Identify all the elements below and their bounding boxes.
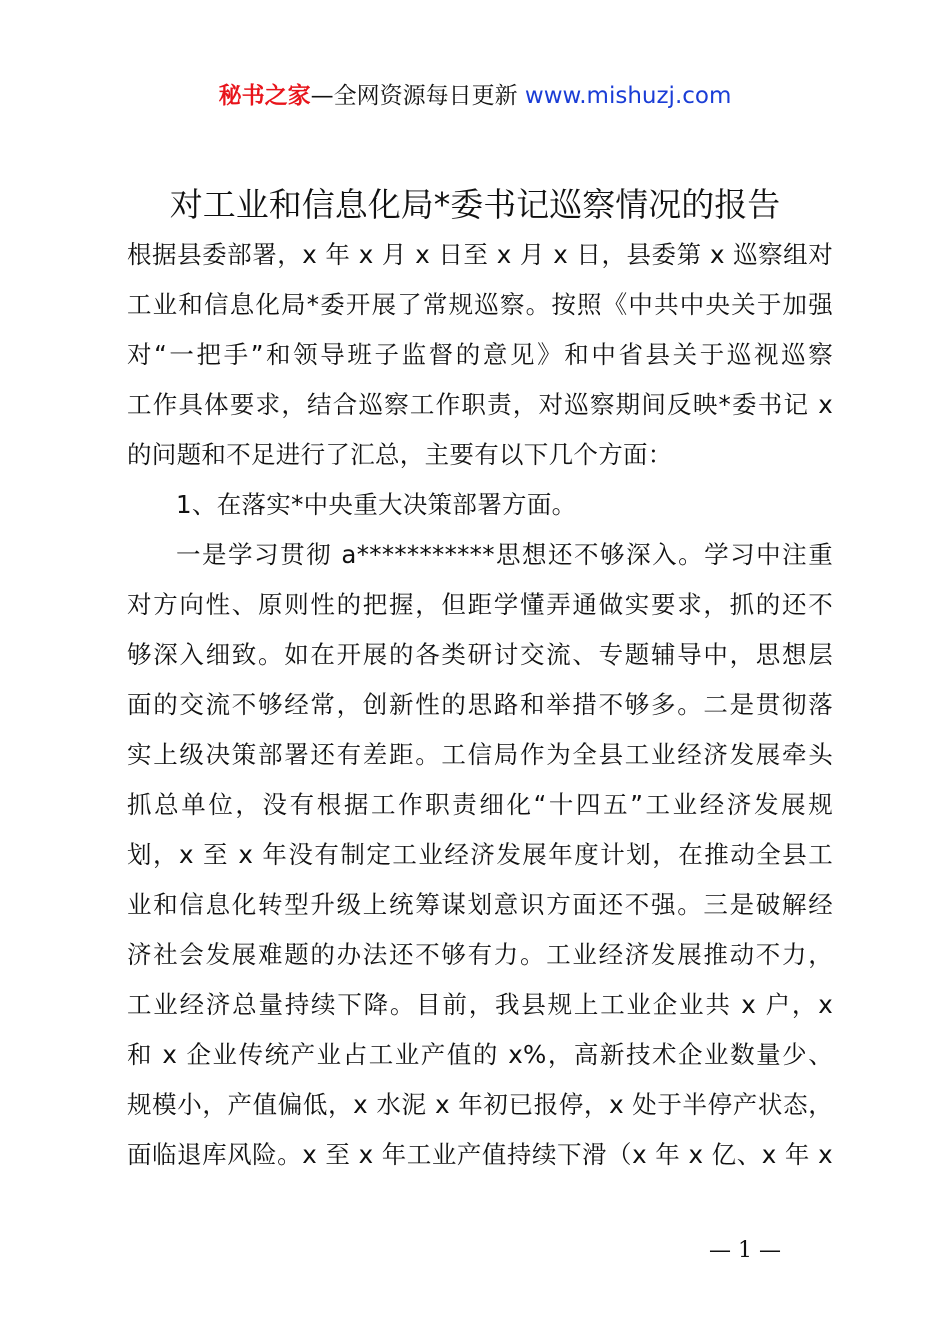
- body-line: 和 x 企业传统产业占工业产值的 x%，高新技术企业数量少、: [127, 1040, 833, 1069]
- document-body: [127, 230, 833, 1180]
- section-heading: 1、在落实*中央重大决策部署方面。: [176, 490, 577, 519]
- body-line: 对方向性、原则性的把握，但距学懂弄通做实要求，抓的还不: [127, 590, 833, 619]
- body-line: 规模小，产值偏低，x 水泥 x 年初已报停，x 处于半停产状态，: [127, 1090, 833, 1119]
- document-title: 对工业和信息化局*委书记巡察情况的报告: [169, 185, 781, 224]
- body-line: 业和信息化转型升级上统筹谋划意识方面还不强。三是破解经: [127, 890, 833, 919]
- body-line: 一是学习贯彻 a***********思想还不够深入。学习中注重: [176, 540, 833, 569]
- body-line: 实上级决策部署还有差距。工信局作为全县工业经济发展牵头: [127, 740, 833, 769]
- body-line: 根据县委部署，x 年 x 月 x 日至 x 月 x 日，县委第 x 巡察组对: [127, 240, 833, 269]
- body-line: 面临退库风险。x 至 x 年工业产值持续下滑（x 年 x 亿、x 年 x: [127, 1140, 833, 1169]
- site-url[interactable]: www.mishuzj.com: [524, 83, 732, 109]
- body-line: 划，x 至 x 年没有制定工业经济发展年度计划，在推动全县工: [127, 840, 833, 869]
- body-line: 工作具体要求，结合巡察工作职责，对巡察期间反映*委书记 x: [127, 390, 833, 419]
- site-brand: 秘书之家: [218, 83, 311, 109]
- site-header: [0, 80, 950, 112]
- body-line: 济社会发展难题的办法还不够有力。工业经济发展推动不力，: [127, 940, 833, 969]
- body-line: 对“一把手”和领导班子监督的意见》和中省县关于巡视巡察: [127, 340, 833, 369]
- body-line: 抓总单位，没有根据工作职责细化“十四五”工业经济发展规: [127, 790, 833, 819]
- body-line: 面的交流不够经常，创新性的思路和举措不够多。二是贯彻落: [127, 690, 833, 719]
- body-line: 工业经济总量持续下降。目前，我县规上工业企业共 x 户，x: [127, 990, 833, 1019]
- page-number: — 1 —: [709, 1238, 781, 1263]
- body-line: 够深入细致。如在开展的各类研讨交流、专题辅导中，思想层: [127, 640, 833, 669]
- body-line: 的问题和不足进行了汇总，主要有以下几个方面：: [127, 440, 673, 469]
- body-line: 工业和信息化局*委开展了常规巡察。按照《中共中央关于加强: [127, 290, 833, 319]
- site-tagline: —全网资源每日更新: [310, 83, 525, 109]
